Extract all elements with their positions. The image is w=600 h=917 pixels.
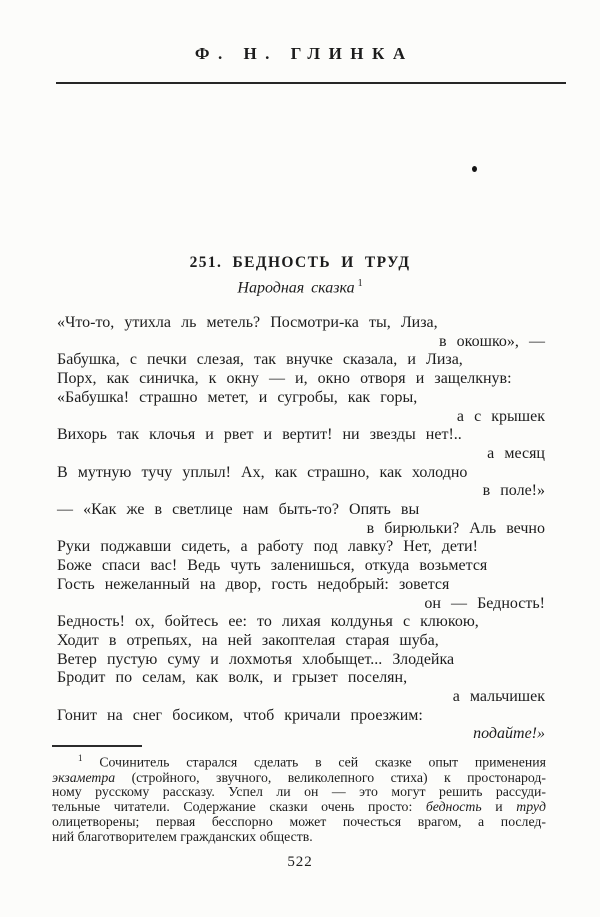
footnote-line <box>52 771 546 786</box>
poem-line: Бродит по селам, как волк, и грызет поселян, <box>57 669 408 687</box>
footnote-text-segment: олицетворены; первая бесспорно может почесться врагом, а послед- <box>52 814 546 830</box>
footnote-emphasis: экзаметра <box>52 769 116 785</box>
footnote-reference: 1 <box>357 278 363 289</box>
poem-line: в окошко», — <box>439 332 545 350</box>
poem-line: в бирюльки? Аль вечно <box>366 519 545 537</box>
footnote-text-segment: (стройного, звучного, великолепного стиха) к простонарод- <box>115 769 546 785</box>
poem-line: а мальчишек <box>452 688 545 706</box>
poem-line: «Что-то, утихла ль метель? Посмотри-ка ты, Лиза, <box>57 314 438 331</box>
poem-line: он — Бедность! <box>424 594 545 612</box>
footnote-line <box>52 751 546 771</box>
poem-line: Гость нежеланный на двор, гость недобрый: зовется <box>57 575 450 593</box>
footnote-text-segment: и <box>481 799 517 815</box>
print-speck <box>472 166 477 172</box>
poem-line: — «Как же в светлице нам быть-то? Опять вы <box>57 501 420 519</box>
footnote-line <box>52 785 546 800</box>
footnote-emphasis: бедность <box>425 799 482 815</box>
footnote-emphasis: труд <box>516 799 546 815</box>
title-block <box>0 254 600 297</box>
footnote-text-segment: ний благотворителем гражданских обществ. <box>52 829 313 845</box>
poem-line: Бабушка, с печки слезая, так внучке сказала, и Лиза, <box>57 351 463 369</box>
footnote <box>52 751 546 845</box>
poem-line: В мутную тучу уплыл! Ах, как страшно, как холодно <box>57 463 468 481</box>
poem-line: подайте!» <box>473 725 545 743</box>
poem-line: Боже спаси вас! Ведь чуть заленишься, откуда возьмется <box>57 557 488 575</box>
poem-line: а месяц <box>487 444 545 462</box>
poem-line: Руки поджавши сидеть, а работу под лавку? Нет, дети! <box>57 538 478 556</box>
poem-line: Ветер пустую суму и лохмотья хлобыщет... Злодейка <box>57 650 455 668</box>
page-number: 522 <box>287 854 313 870</box>
footnote-text-segment: ному русскому рассказу. Успел ли он — это могут решить рассуди- <box>52 784 546 800</box>
footnote-marker: 1 <box>78 753 83 763</box>
running-head-author: Ф. Н. ГЛИНКА <box>194 44 414 63</box>
poem-subtitle <box>0 278 600 297</box>
footnote-line <box>52 800 546 815</box>
poem-line: Гонит на снег босиком, чтоб кричали проезжим: <box>57 706 423 724</box>
poem-line: Бедность! ох, бойтесь ее: то лихая колдунья с клюкою, <box>57 613 479 631</box>
footnote-line <box>52 815 546 830</box>
poem-line: Ходит в отрепьях, на ней закоптелая старая шуба, <box>57 631 439 649</box>
poem-subtitle-text: Народная сказка <box>237 279 355 297</box>
poem-line: в поле!» <box>482 482 545 500</box>
footnote-text-segment: тельные читатели. Содержание сказки очень просто: <box>52 799 426 815</box>
poem-line: Вихорь так клочья и рвет и вертит! ни звезды нет!.. <box>57 426 462 444</box>
poem-line: Порх, как синичка, к окну — и, окно отворя и защелкнув: <box>57 370 512 388</box>
poem-title: 251. БЕДНОСТЬ И ТРУД <box>189 254 411 271</box>
header-rule <box>56 82 566 84</box>
footnote-text-segment: Сочинитель старался сделать в сей сказке опыт применения <box>99 754 547 770</box>
poem-line: «Бабушка! страшно метет, и сугробы, как горы, <box>57 388 418 406</box>
footnote-line <box>52 830 546 845</box>
footnote-rule <box>52 745 142 747</box>
poem-line: а с крышек <box>456 407 545 425</box>
poem-body <box>57 314 545 744</box>
